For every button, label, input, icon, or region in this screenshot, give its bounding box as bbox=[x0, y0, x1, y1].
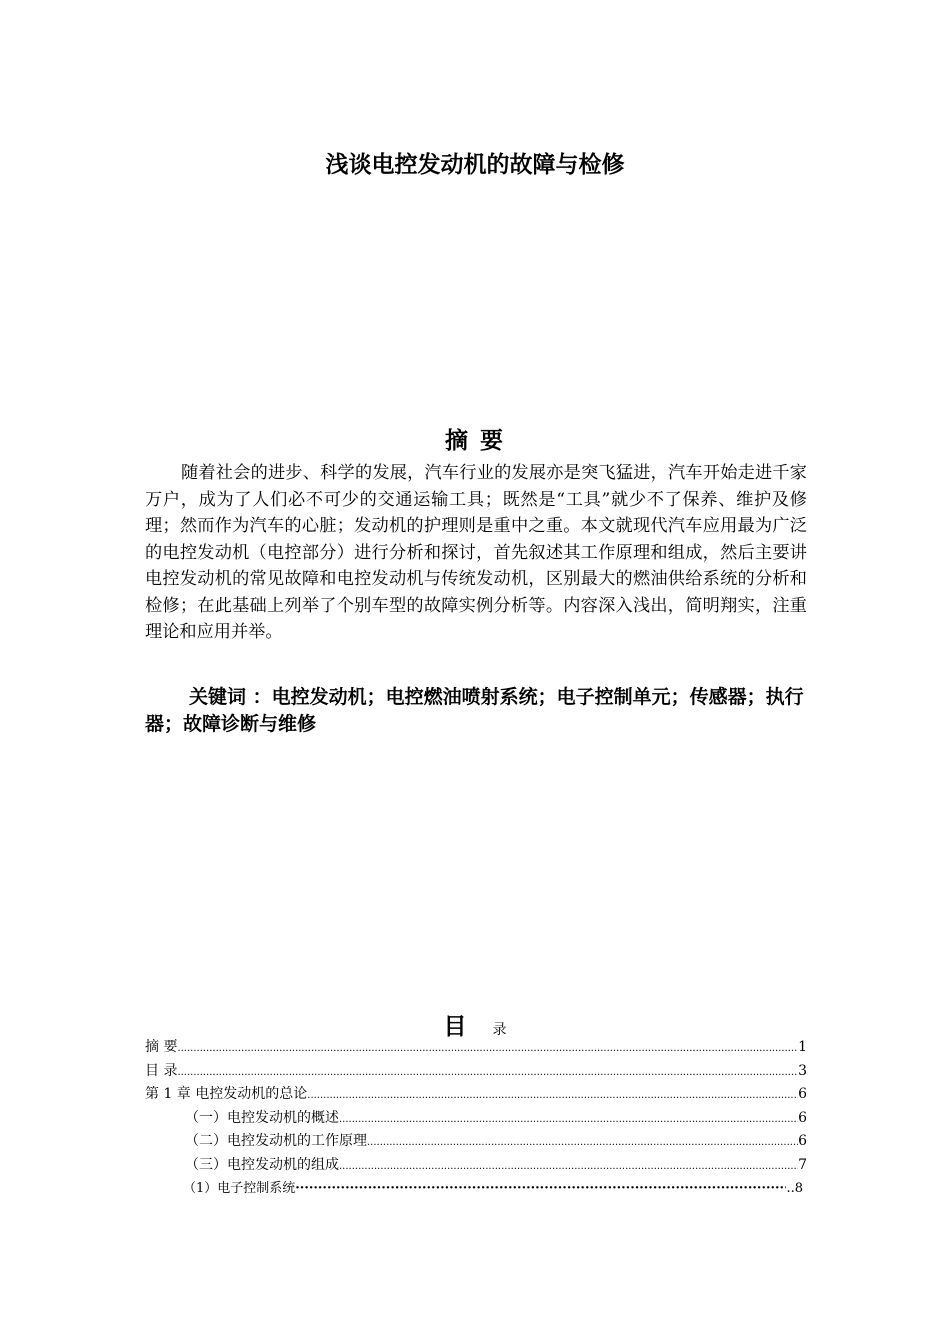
toc-leader-dots bbox=[339, 1155, 798, 1179]
toc-entry-subsection-1[interactable] bbox=[145, 1177, 803, 1201]
abstract-heading: 摘 要 bbox=[444, 427, 505, 454]
toc-entry-label: （1）电子控制系统 bbox=[183, 1181, 296, 1196]
page-title: 浅谈电控发动机的故障与检修 bbox=[325, 151, 625, 178]
toc-entry-section-1[interactable] bbox=[145, 1107, 807, 1131]
toc-entry-page: 6 bbox=[798, 1086, 807, 1102]
toc-entry-label: （三）电控发动机的组成 bbox=[185, 1156, 339, 1173]
keywords: 关键词 ：电控发动机；电控燃油喷射系统；电子控制单元；传感器；执行器；故障诊断与维修 bbox=[145, 686, 804, 735]
toc-heading-small: 录 bbox=[492, 1022, 507, 1038]
toc-entry-label: （一）电控发动机的概述 bbox=[185, 1109, 339, 1126]
toc-entry-contents[interactable] bbox=[145, 1060, 807, 1084]
toc-leader-dots bbox=[295, 1177, 786, 1201]
toc-entry-chapter-1[interactable] bbox=[145, 1083, 807, 1107]
toc-entry-label: （二）电控发动机的工作原理 bbox=[185, 1133, 367, 1149]
toc-entry-abstract[interactable] bbox=[145, 1036, 807, 1060]
toc-entry-label: 摘 要 bbox=[145, 1039, 178, 1055]
toc-entry-section-2[interactable] bbox=[145, 1130, 807, 1154]
toc-entry-page: 6 bbox=[798, 1133, 807, 1149]
toc-entry-page: 3 bbox=[798, 1062, 807, 1079]
toc-entry-label: 第 1 章 电控发动机的总论 bbox=[145, 1086, 308, 1102]
toc-leader-dots bbox=[367, 1131, 798, 1155]
toc-entry-section-3[interactable] bbox=[145, 1154, 807, 1178]
table-of-contents bbox=[145, 1036, 807, 1201]
toc-leader-dots bbox=[339, 1108, 798, 1132]
toc-entry-label: 目 录 bbox=[145, 1062, 178, 1079]
toc-heading-big: 目 bbox=[443, 1013, 467, 1040]
toc-leader-dots bbox=[177, 1037, 798, 1061]
toc-leader-dots bbox=[307, 1084, 798, 1108]
toc-leader-dots bbox=[177, 1061, 798, 1085]
toc-entry-page: 7 bbox=[798, 1156, 807, 1173]
toc-entry-page: 6 bbox=[798, 1109, 807, 1126]
abstract-body: 随着社会的进步、科学的发展，汽车行业的发展亦是突飞猛进，汽车开始走进千家万户，成为了人们必不可少的交通运输工具；既然是“工具”就少不了保养、维护及修理；然而作为汽车的心脏；发动机的护理则是重中之重。本文就现代汽车应用最为广泛的电控发动机（电控部分）进行分析和探讨，首先叙述其工作原理和组成，然后主要讲电控发动机的常见故障和电控发动机与传统发动机，区别最大的燃油供给系统的分析和检修；在此基础上列举了个别车型的故障实例分析等。内容深入浅出，简明翔实，注重理论和应用并举。 bbox=[145, 463, 807, 642]
toc-entry-page: 1 bbox=[798, 1039, 807, 1055]
toc-entry-page: ..8 bbox=[786, 1181, 803, 1196]
